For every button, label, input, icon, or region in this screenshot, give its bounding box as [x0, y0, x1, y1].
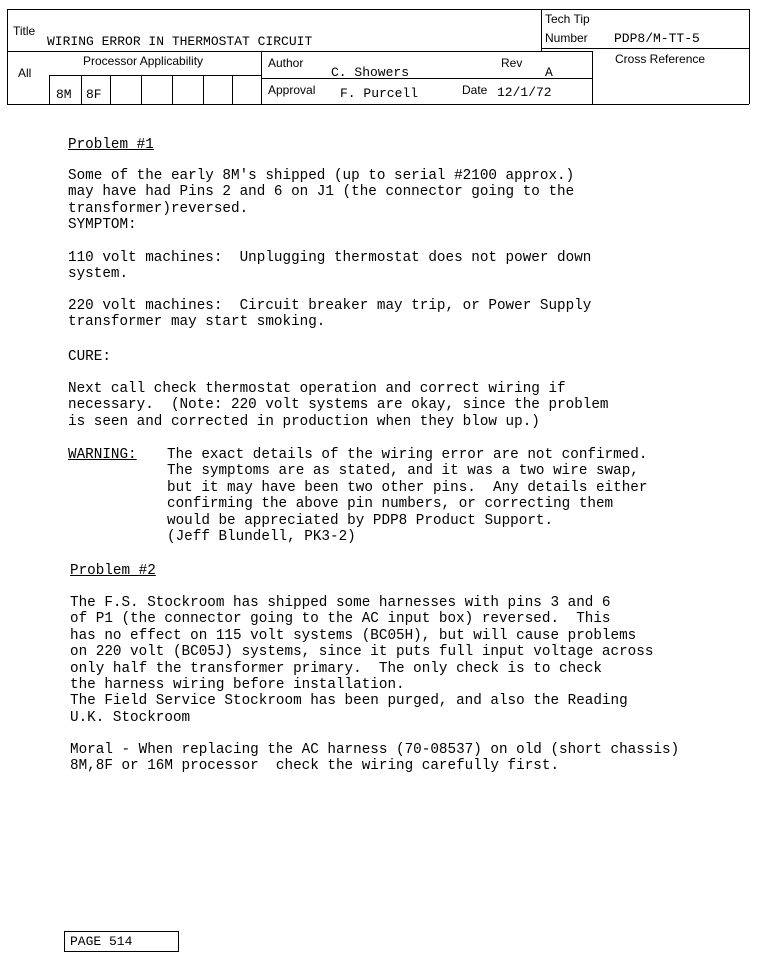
problem-1-symptom-220v: 220 volt machines: Circuit breaker may trip, or Power Supply transformer may start smoking.: [68, 298, 592, 331]
form-divider-author: [261, 78, 592, 79]
author-label: Author: [268, 56, 304, 70]
problem-2-heading: Problem #2: [70, 563, 156, 579]
approval-label: Approval: [268, 83, 316, 97]
form-divider-v-author: [261, 51, 262, 104]
tech-tip-number-label: Number: [545, 31, 588, 45]
warning-label: WARNING:: [68, 447, 137, 463]
page-number: PAGE 514: [70, 934, 133, 949]
rev-value: A: [545, 65, 553, 80]
problem-2-moral: Moral - When replacing the AC harness (70-08537) on old (short chassis) 8M,8F or 16M processor check the wiring carefully first.: [70, 742, 680, 775]
processor-cell-8m: 8M: [56, 87, 72, 102]
form-divider-title: [7, 51, 592, 52]
form-border-right: [749, 9, 750, 104]
problem-2-description: The F.S. Stockroom has shipped some harnesses with pins 3 and 6 of P1 (the connector going to the AC input box) reversed. This has no effect on 115 volt systems (BC05H), but will cause problems on 220 volt (BC05J) systems, since it puts full input voltage across only half the transformer primary. The only check is to check the harness wiring before installation. The Field Service Stockroom has been purged, and also the Reading U.K. Stockroom: [70, 595, 654, 726]
document-title: WIRING ERROR IN THERMOSTAT CIRCUIT: [47, 34, 313, 49]
problem-1-description: Some of the early 8M's shipped (up to serial #2100 approx.) may have had Pins 2 and 6 on J1 (the connector going to the transformer)reversed. SYMPTOM:: [68, 168, 575, 234]
form-border-bottom: [7, 104, 749, 105]
approval-name: F. Purcell: [340, 86, 419, 101]
form-divider-v-crossref: [592, 51, 593, 104]
problem-1-heading: Problem #1: [68, 137, 154, 153]
title-label: Title: [13, 24, 36, 38]
author-name: C. Showers: [331, 65, 410, 80]
form-divider-v-all: [49, 75, 50, 104]
form-border-top: [7, 9, 749, 10]
all-label: All: [18, 66, 32, 80]
processor-applicability-label: Processor Applicability: [83, 54, 204, 68]
problem-1-symptom-110v: 110 volt machines: Unplugging thermostat does not power down system.: [68, 250, 592, 283]
processor-cell-divider: [81, 75, 82, 104]
date-value: 12/1/72: [497, 85, 552, 100]
processor-cell-divider: [203, 75, 204, 104]
warning-text: The exact details of the wiring error are not confirmed. The symptoms are as stated, and it was a two wire swap, but it may have been two other pins. Any details either confirming the above pin numbers, or correcting them would be appreciated by PDP8 Product Support. (Jeff Blundell, PK3-2): [167, 447, 648, 546]
date-label: Date: [462, 83, 488, 97]
tech-tip-number: PDP8/M-TT-5: [614, 31, 700, 46]
page-number-box: [64, 931, 179, 952]
processor-cell-8f: 8F: [86, 87, 102, 102]
processor-cell-divider: [141, 75, 142, 104]
form-divider-v-techtip: [541, 9, 542, 51]
processor-cell-divider: [172, 75, 173, 104]
rev-label: Rev: [501, 56, 523, 70]
form-border-left: [7, 9, 8, 104]
cross-reference-label: Cross Reference: [615, 52, 706, 66]
tech-tip-header-form: [7, 9, 749, 104]
processor-cell-divider: [110, 75, 111, 104]
processor-cell-divider: [232, 75, 233, 104]
tech-tip-label: Tech Tip: [545, 12, 590, 26]
problem-1-cure-label: CURE:: [68, 349, 111, 365]
problem-1-cure-text: Next call check thermostat operation and correct wiring if necessary. (Note: 220 volt systems are okay, since the problem is seen and corrected in production when they blow up.): [68, 381, 609, 430]
form-divider-techtip: [541, 48, 749, 49]
